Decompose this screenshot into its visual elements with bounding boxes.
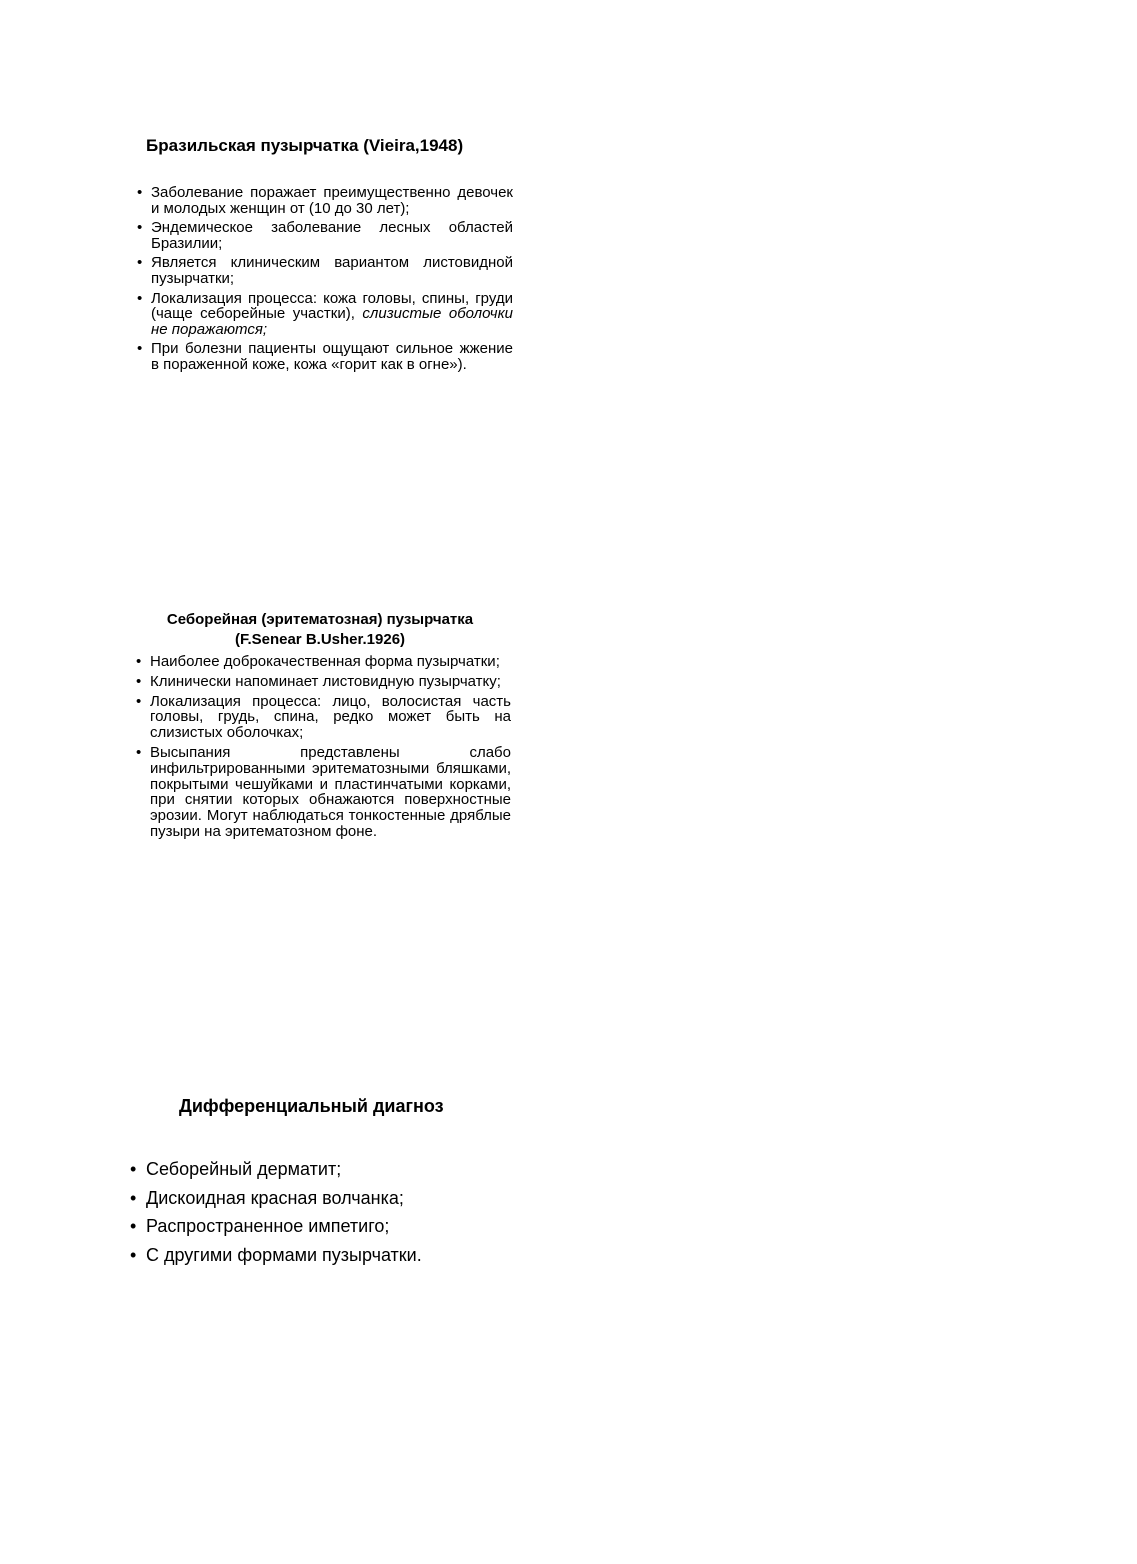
bullet-list bbox=[137, 184, 513, 373]
bullet-icon: • bbox=[130, 1187, 137, 1208]
section-title-line2: (F.Senear B.Usher.1926) bbox=[234, 631, 406, 648]
list-item-text: Распространенное импетиго; bbox=[146, 1216, 390, 1236]
list-item-text: При болезни пациенты ощущают сильное жжение в пораженной коже, кожа «горит как в огне»). bbox=[151, 340, 513, 373]
list-item-text: Локализация процесса: кожа головы, спины, груди (чаще себорейные участки), bbox=[151, 289, 513, 323]
list-item-text: Эндемическое заболевание лесных областей Бразилии; bbox=[151, 219, 513, 252]
section-title-line1: Себорейная (эритематозная) пузырчатка bbox=[166, 611, 474, 628]
list-item bbox=[136, 692, 511, 742]
seborrheic-pemphigus-section bbox=[136, 610, 518, 844]
list-item-text: Себорейный дерматит; bbox=[146, 1159, 342, 1179]
bullet-icon: • bbox=[136, 743, 142, 761]
section-title: Бразильская пузырчатка (Vieira,1948) bbox=[146, 136, 464, 155]
bullet-icon: • bbox=[136, 672, 142, 690]
bullet-icon: • bbox=[130, 1216, 137, 1236]
list-item-text: Высыпания представлены слабо инфильтрированными эритематозными бляшками, покрытыми чешуйками и пластинчатыми корками, при снятии которых обнажаются поверхностные эрозии. Могут наблюдаться тонкостенные дряблые пузыри на эритематозном фоне. bbox=[150, 743, 511, 840]
brazilian-pemphigus-section bbox=[137, 134, 526, 377]
list-item-text: С другими формами пузырчатки. bbox=[146, 1244, 422, 1265]
bullet-icon: • bbox=[136, 692, 142, 710]
list-item bbox=[136, 743, 511, 840]
list-item-text: Дискоидная красная волчанка; bbox=[146, 1187, 404, 1208]
bullet-list bbox=[130, 1158, 550, 1266]
bullet-list bbox=[136, 653, 511, 840]
bullet-icon: • bbox=[137, 254, 143, 272]
section-title bbox=[148, 610, 492, 650]
section-title: Дифференциальный диагноз bbox=[179, 1096, 444, 1116]
list-item bbox=[137, 184, 513, 217]
bullet-icon: • bbox=[136, 653, 142, 670]
bullet-icon: • bbox=[137, 340, 143, 358]
list-item bbox=[137, 254, 513, 287]
differential-diagnosis-section bbox=[130, 1094, 550, 1272]
list-item bbox=[137, 219, 513, 252]
list-item bbox=[136, 653, 511, 670]
list-item-text: Клинически напоминает листовидную пузырчатку; bbox=[150, 672, 501, 690]
bullet-icon: • bbox=[137, 184, 143, 201]
list-item bbox=[130, 1215, 550, 1237]
list-item-italic-text: слизистые оболочки не поражаются; bbox=[151, 305, 513, 338]
list-item bbox=[137, 289, 513, 338]
list-item-text: Наиболее доброкачественная форма пузырчатки; bbox=[150, 653, 500, 670]
list-item-text: Является клиническим вариантом листовидной пузырчатки; bbox=[151, 254, 513, 287]
bullet-icon: • bbox=[130, 1159, 137, 1179]
list-item bbox=[130, 1244, 550, 1266]
list-item-text: Локализация процесса: лицо, волосистая часть головы, грудь, спина, редко может быть на слизистых оболочках; bbox=[150, 692, 511, 742]
bullet-icon: • bbox=[130, 1244, 137, 1265]
bullet-icon: • bbox=[137, 219, 143, 237]
list-item bbox=[137, 340, 513, 373]
list-item bbox=[130, 1187, 550, 1209]
list-item-text: Заболевание поражает преимущественно девочек и молодых женщин от (10 до 30 лет); bbox=[151, 184, 513, 217]
bullet-icon: • bbox=[137, 289, 143, 307]
list-item bbox=[130, 1158, 550, 1180]
list-item bbox=[136, 672, 511, 690]
